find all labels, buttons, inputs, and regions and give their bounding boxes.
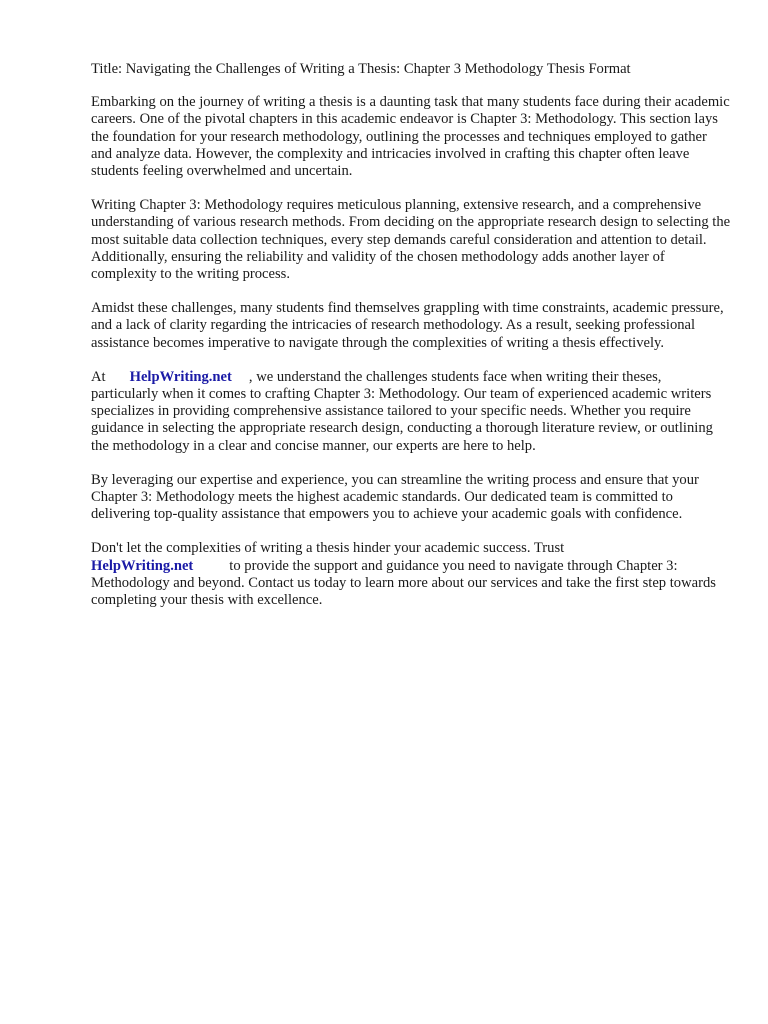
paragraph-service-intro bbox=[91, 369, 731, 455]
paragraph-service-rest: , we understand the challenges students face when writing their theses, particularly when it comes to crafting Chapter 3: Methodology. Our team of experienced academic writers specializes in providing comprehensive assistance tailored to your specific needs. Whether you require guidance in selecting the appropriate research design, conducting a thorough literature review, or outlining the methodology in a clear and concise manner, our experts are here to help. bbox=[91, 368, 713, 454]
paragraph-service-lead: At bbox=[91, 368, 106, 385]
paragraph-cta-rest: to provide the support and guidance you need to navigate through Chapter 3: Methodology and beyond. Contact us today to learn more about our services and take the first step towards completing your thesis with excellence. bbox=[91, 557, 716, 609]
paragraph-intro: Embarking on the journey of writing a thesis is a daunting task that many students face during their academic careers. One of the pivotal chapters in this academic endeavor is Chapter 3: Methodology. This section lays the foundation for your research methodology, outlining the processes and techniques employed to gather and analyze data. However, the complexity and intricacies involved in crafting this chapter often leave students feeling overwhelmed and uncertain. bbox=[91, 94, 730, 180]
document-page bbox=[91, 61, 731, 626]
helpwriting-link[interactable]: HelpWriting.net bbox=[129, 368, 232, 385]
paragraph-call-to-action bbox=[91, 540, 731, 609]
paragraph-cta-lead: Don't let the complexities of writing a thesis hinder your academic success. Trust bbox=[91, 540, 565, 557]
paragraph-expertise: By leveraging our expertise and experience, you can streamline the writing process and ensure that your Chapter 3: Methodology meets the highest academic standards. Our dedicated team is committed to delivering top-quality assistance that empowers you to achieve your academic goals with confidence. bbox=[91, 471, 699, 523]
paragraph-challenges: Amidst these challenges, many students find themselves grappling with time constraints, academic pressure, and a lack of clarity regarding the intricacies of research methodology. As a result, seeking professional assistance becomes imperative to navigate through the complexities of writing a thesis effectively. bbox=[91, 300, 724, 351]
document-title: Title: Navigating the Challenges of Writing a Thesis: Chapter 3 Methodology Thesis Format bbox=[91, 61, 631, 77]
helpwriting-link-cta[interactable]: HelpWriting.net bbox=[91, 557, 194, 574]
paragraph-methodology-requirements: Writing Chapter 3: Methodology requires meticulous planning, extensive research, and a comprehensive understanding of various research methods. From deciding on the appropriate research design to selecting the most suitable data collection techniques, every step demands careful consideration and attention to detail. Additionally, ensuring the reliability and validity of the chosen methodology adds another layer of complexity to the writing process. bbox=[91, 197, 731, 283]
